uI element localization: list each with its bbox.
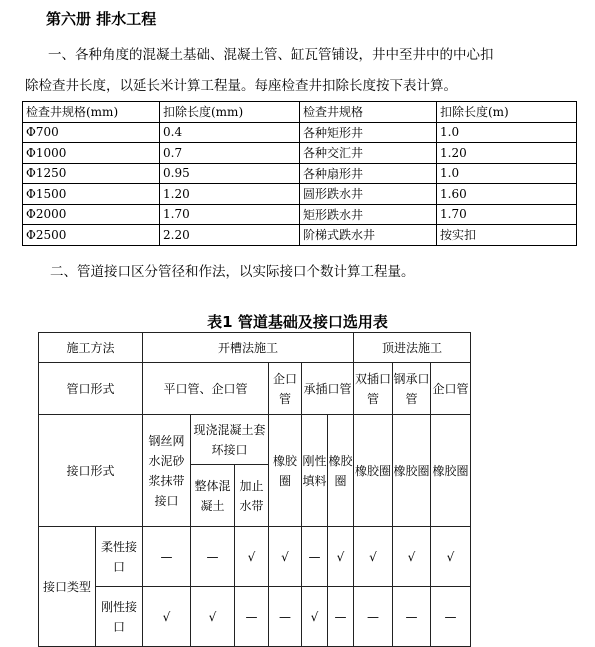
table-row <box>23 163 577 184</box>
rubber-ring-cell: 橡胶圈 <box>269 415 302 527</box>
bell-pipe-cell: 承插口管 <box>302 363 354 415</box>
joint-form-label: 接口形式 <box>39 415 143 527</box>
rigid-mark: — <box>431 587 471 647</box>
flexible-mark: √ <box>393 527 431 587</box>
table-cell: 矩形跌水井 <box>300 204 437 225</box>
double-socket-cell: 双插口管 <box>354 363 393 415</box>
waterstop-cell: 加止水带 <box>235 465 269 527</box>
table-row <box>39 415 471 465</box>
table-cell: 1.20 <box>160 184 300 205</box>
flexible-mark: √ <box>269 527 302 587</box>
rubber-ring-cell: 橡胶圈 <box>328 415 354 527</box>
table-cell: 0.7 <box>160 143 300 164</box>
table-cell: 圆形跌水井 <box>300 184 437 205</box>
table-cell: 1.0 <box>437 122 577 143</box>
rigid-mark: — <box>269 587 302 647</box>
table-cell: Φ2000 <box>23 204 160 225</box>
table-row <box>23 204 577 225</box>
table-cell: 1.70 <box>437 204 577 225</box>
table-cell: Φ700 <box>23 122 160 143</box>
joint-type-label: 接口类型 <box>39 527 96 647</box>
rigid-mark: — <box>235 587 269 647</box>
rigid-mark: √ <box>191 587 235 647</box>
table-cell: 1.60 <box>437 184 577 205</box>
table-cell: Φ1250 <box>23 163 160 184</box>
table-header-row <box>23 102 577 123</box>
steel-mesh-cell: 钢丝网水泥砂浆抹带接口 <box>143 415 191 527</box>
table-row <box>23 184 577 205</box>
table-cell: 1.20 <box>437 143 577 164</box>
flexible-mark: √ <box>235 527 269 587</box>
flexible-mark: — <box>191 527 235 587</box>
table-cell: Φ2500 <box>23 225 160 246</box>
table-cell: 各种交汇井 <box>300 143 437 164</box>
steel-bell-cell: 钢承口管 <box>393 363 431 415</box>
flexible-joint-label: 柔性接口 <box>96 527 143 587</box>
table-cell: Φ1000 <box>23 143 160 164</box>
table-cell: 按实扣 <box>437 225 577 246</box>
table-row <box>23 225 577 246</box>
rubber-ring-cell: 橡胶圈 <box>393 415 431 527</box>
flexible-mark: √ <box>354 527 393 587</box>
section-heading: 第六册 排水工程 <box>46 10 157 28</box>
rigid-joint-label: 刚性接口 <box>96 587 143 647</box>
rigid-filler-cell: 刚性填料 <box>302 415 328 527</box>
rigid-mark: — <box>354 587 393 647</box>
header-cell: 扣除长度(m) <box>437 102 577 123</box>
paragraph-1-line-2: 除检查井长度，以延长米计算工程量。每座检查井扣除长度按下表计算。 <box>25 78 457 94</box>
table-cell: 1.0 <box>437 163 577 184</box>
rigid-mark: √ <box>143 587 191 647</box>
header-cell: 检查井规格 <box>300 102 437 123</box>
jacking-label: 顶进法施工 <box>354 333 471 363</box>
socket-pipe-cell: 企口管 <box>431 363 471 415</box>
rubber-ring-cell: 橡胶圈 <box>354 415 393 527</box>
table-row <box>39 527 471 587</box>
flexible-mark: — <box>302 527 328 587</box>
table-row <box>23 143 577 164</box>
socket-pipe-cell: 企口管 <box>269 363 302 415</box>
header-cell: 检查井规格(mm) <box>23 102 160 123</box>
rubber-ring-cell: 橡胶圈 <box>431 415 471 527</box>
table-cell: 各种矩形井 <box>300 122 437 143</box>
flexible-mark: — <box>143 527 191 587</box>
rigid-mark: — <box>393 587 431 647</box>
table-row <box>39 587 471 647</box>
paragraph-1-line-1: 一、各种角度的混凝土基础、混凝土管、缸瓦管铺设，井中至井中的中心扣 <box>48 47 494 63</box>
table-row <box>39 333 471 363</box>
rigid-mark: — <box>328 587 354 647</box>
cast-collar-cell: 现浇混凝土套环接口 <box>191 415 269 465</box>
table1-title: 表1 管道基础及接口选用表 <box>207 313 388 331</box>
rigid-mark: √ <box>302 587 328 647</box>
flexible-mark: √ <box>431 527 471 587</box>
table-cell: 0.95 <box>160 163 300 184</box>
table-cell: 2.20 <box>160 225 300 246</box>
table-cell: 阶梯式跌水井 <box>300 225 437 246</box>
table-cell: 1.70 <box>160 204 300 225</box>
table-row <box>23 122 577 143</box>
table-cell: Φ1500 <box>23 184 160 205</box>
manhole-deduction-table <box>22 101 577 246</box>
open-cut-label: 开槽法施工 <box>143 333 354 363</box>
table-cell: 0.4 <box>160 122 300 143</box>
pipe-joint-table <box>38 332 471 647</box>
construction-method-label: 施工方法 <box>39 333 143 363</box>
pipe-form-label: 管口形式 <box>39 363 143 415</box>
integral-concrete-cell: 整体混凝土 <box>191 465 235 527</box>
header-cell: 扣除长度(mm) <box>160 102 300 123</box>
flat-socket-cell: 平口管、企口管 <box>143 363 269 415</box>
table-cell: 各种扇形井 <box>300 163 437 184</box>
flexible-mark: √ <box>328 527 354 587</box>
paragraph-2: 二、管道接口区分管径和作法，以实际接口个数计算工程量。 <box>50 264 415 280</box>
table-row <box>39 363 471 415</box>
